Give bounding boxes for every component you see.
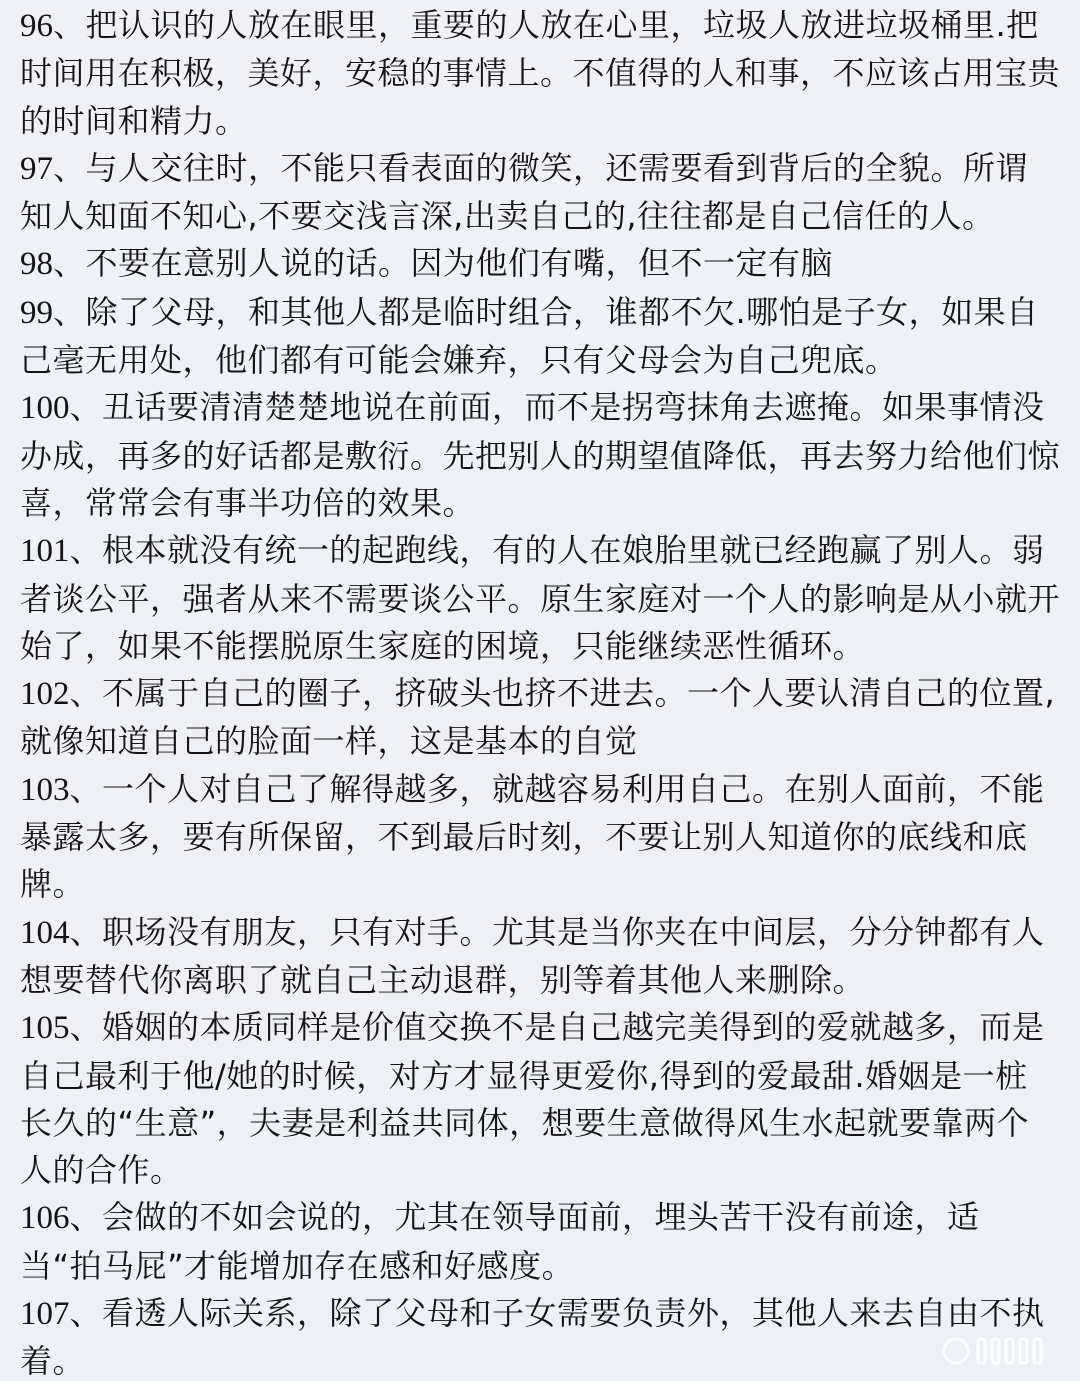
item-text: 、职场没有朋友，只有对手。尤其是当你夹在中间层，分分钟都有人想要替代你离职了就自己主动退群，别等着其他人来删除。 [20, 912, 1045, 999]
list-item [20, 145, 1060, 241]
list-item [20, 2, 1060, 145]
list-item [20, 1290, 1060, 1381]
item-number: 101 [20, 533, 70, 570]
watermark-logo-icon [938, 1331, 1058, 1371]
item-text: 、不属于自己的圈子，挤破头也挤不进去。一个人要认清自己的位置,就像知道自己的脸面一样，这是基本的自觉 [20, 674, 1056, 761]
item-number: 106 [20, 1200, 70, 1237]
list-item [20, 289, 1060, 385]
item-number: 107 [20, 1296, 70, 1333]
list-item [20, 527, 1060, 670]
item-number: 97 [20, 150, 53, 187]
item-text: 、婚姻的本质同样是价值交换不是自己越完美得到的爱就越多，而是自己最利于他/她的时候，对方才显得更爱你,得到的爱最甜.婚姻是一桩长久的“生意”，夫妻是利益共同体，想要生意做得风生水起就要靠两个人的合作。 [20, 1008, 1045, 1190]
list-item [20, 1004, 1060, 1194]
item-text: 、看透人际关系，除了父母和子女需要负责外，其他人来去自由不执着。 [20, 1294, 1045, 1381]
item-number: 104 [20, 914, 70, 951]
item-number: 102 [20, 676, 70, 713]
item-text: 、与人交往时，不能只看表面的微笑，还需要看到背后的全貌。所谓知人知面不知心,不要交浅言深,出卖自己的,往往都是自己信任的人。 [20, 148, 1029, 236]
list-item [20, 766, 1060, 909]
item-text: 、一个人对自己了解得越多，就越容易利用自己。在别人面前，不能暴露太多，要有所保留，不到最后时刻，不要让别人知道你的底线和底牌。 [20, 769, 1045, 904]
item-number: 99 [20, 294, 53, 331]
item-text: 、根本就没有统一的起跑线，有的人在娘胎里就已经跑赢了别人。弱者谈公平，强者从来不需要谈公平。原生家庭对一个人的影响是从小就开始了，如果不能摆脱原生家庭的困境，只能继续恶性循环。 [20, 531, 1061, 665]
item-text: 、不要在意别人说的话。因为他们有嘴，但不一定有脑 [53, 244, 834, 283]
item-text: 、除了父母，和其他人都是临时组合，谁都不欠.哪怕是子女，如果自己毫无用处，他们都有可能会嫌弃，只有父母会为自己兜底。 [20, 292, 1039, 380]
item-text: 、把认识的人放在眼里，重要的人放在心里，垃圾人放进垃圾桶里.把时间用在积极，美好，安稳的事情上。不值得的人和事，不应该占用宝贵的时间和精力。 [20, 6, 1061, 140]
item-number: 96 [20, 8, 53, 44]
list-item [20, 1194, 1060, 1290]
item-text: 、会做的不如会说的，尤其在领导面前，埋头苦干没有前途，适当“拍马屁”才能增加存在感和好感度。 [20, 1198, 980, 1285]
list-item [20, 240, 1060, 288]
list-item [20, 909, 1060, 1005]
item-number: 98 [20, 246, 53, 283]
list-item [20, 670, 1060, 766]
list-item [20, 384, 1060, 527]
item-number: 100 [20, 390, 70, 427]
item-text: 、丑话要清清楚楚地说在前面，而不是拐弯抹角去遮掩。如果事情没办成，再多的好话都是敷衍。先把别人的期望值降低，再去努力给他们惊喜，常常会有事半功倍的效果。 [20, 388, 1061, 522]
numbered-list [20, 0, 1060, 1381]
item-number: 103 [20, 771, 70, 808]
item-number: 105 [20, 1010, 70, 1047]
